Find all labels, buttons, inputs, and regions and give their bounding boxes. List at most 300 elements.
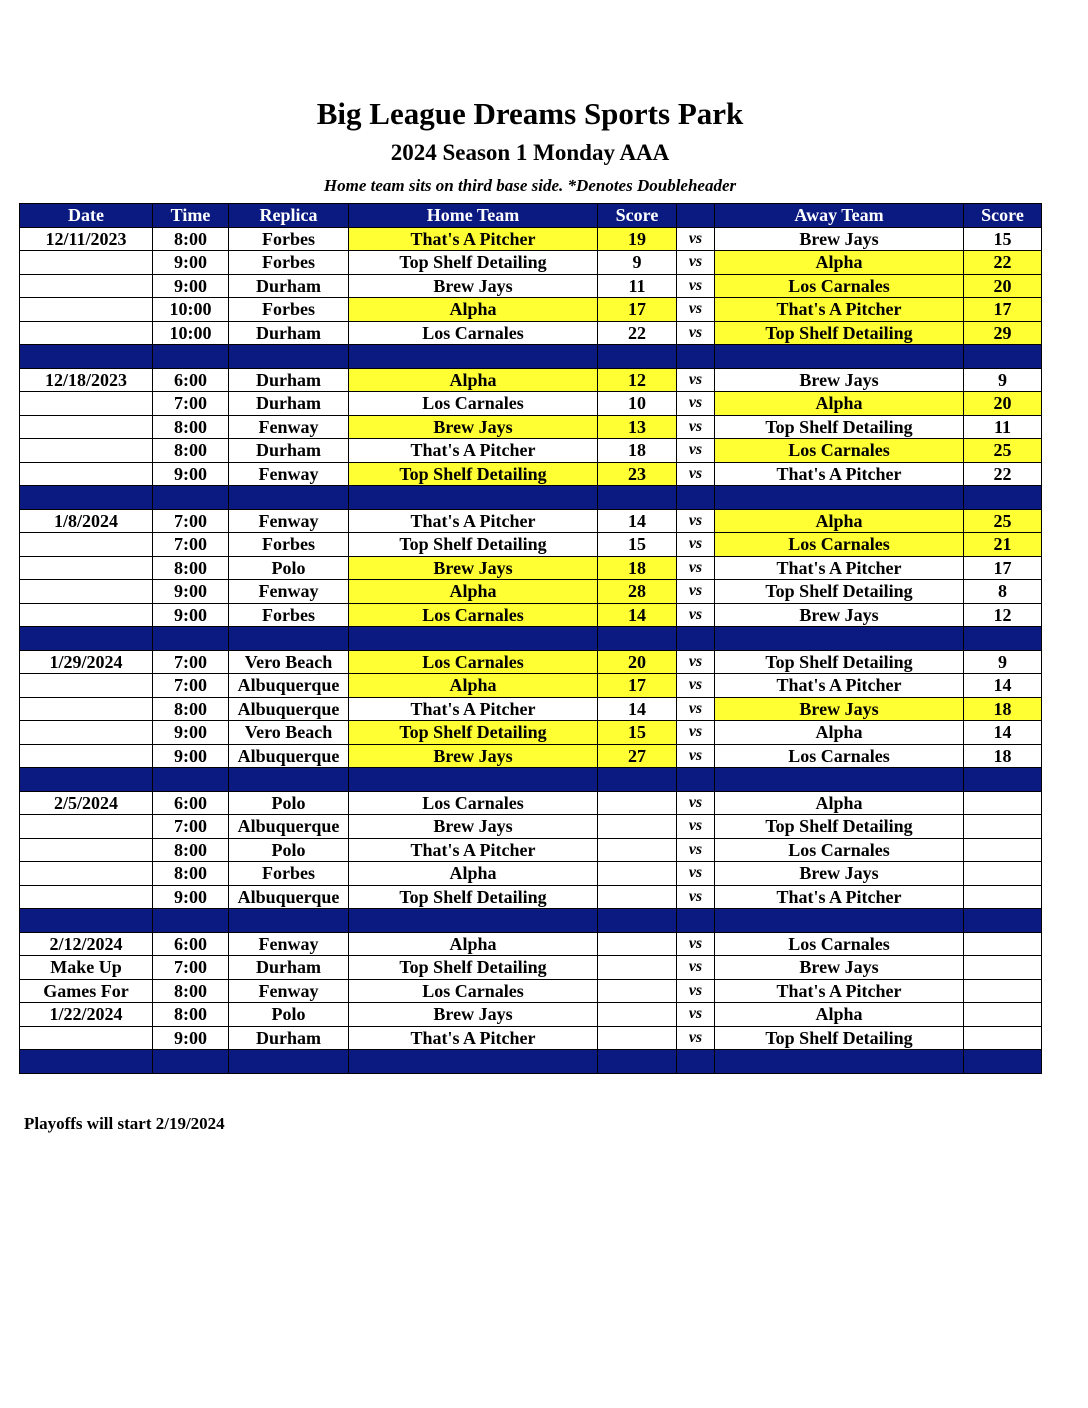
- separator-cell: [229, 486, 349, 510]
- game-row: [20, 1026, 1042, 1050]
- vs-label: vs: [677, 603, 715, 627]
- separator-cell: [598, 768, 677, 792]
- away-team-cell: Top Shelf Detailing: [715, 580, 964, 604]
- home-score-cell: 18: [598, 556, 677, 580]
- home-team-cell: Top Shelf Detailing: [349, 533, 598, 557]
- home-team-cell: Top Shelf Detailing: [349, 462, 598, 486]
- separator-cell: [964, 627, 1042, 651]
- away-score-cell: [964, 956, 1042, 980]
- home-score-cell: 14: [598, 603, 677, 627]
- away-team-cell: Los Carnales: [715, 533, 964, 557]
- game-row: [20, 885, 1042, 909]
- separator-cell: [964, 909, 1042, 933]
- away-team-cell: Los Carnales: [715, 838, 964, 862]
- away-team-cell: That's A Pitcher: [715, 674, 964, 698]
- separator-cell: [153, 345, 229, 369]
- separator-cell: [677, 1050, 715, 1074]
- away-score-cell: [964, 791, 1042, 815]
- away-team-cell: Brew Jays: [715, 227, 964, 251]
- time-cell: 7:00: [153, 650, 229, 674]
- replica-field-cell: Fenway: [229, 415, 349, 439]
- time-cell: 9:00: [153, 462, 229, 486]
- home-team-cell: Los Carnales: [349, 321, 598, 345]
- away-score-cell: 12: [964, 603, 1042, 627]
- date-cell: 2/12/2024: [20, 932, 153, 956]
- separator-cell: [153, 768, 229, 792]
- separator-cell: [349, 486, 598, 510]
- date-cell: [20, 744, 153, 768]
- replica-field-cell: Polo: [229, 556, 349, 580]
- game-row: [20, 838, 1042, 862]
- away-team-cell: That's A Pitcher: [715, 979, 964, 1003]
- time-cell: 9:00: [153, 1026, 229, 1050]
- date-cell: [20, 815, 153, 839]
- away-team-cell: Top Shelf Detailing: [715, 1026, 964, 1050]
- home-score-cell: 19: [598, 227, 677, 251]
- vs-label: vs: [677, 415, 715, 439]
- away-score-cell: 17: [964, 556, 1042, 580]
- replica-field-cell: Fenway: [229, 462, 349, 486]
- replica-field-cell: Vero Beach: [229, 721, 349, 745]
- home-team-cell: That's A Pitcher: [349, 697, 598, 721]
- date-cell: 1/29/2024: [20, 650, 153, 674]
- home-score-cell: [598, 979, 677, 1003]
- separator-cell: [598, 627, 677, 651]
- home-team-cell: Alpha: [349, 862, 598, 886]
- separator-cell: [153, 909, 229, 933]
- home-score-cell: 17: [598, 674, 677, 698]
- home-team-cell: Top Shelf Detailing: [349, 885, 598, 909]
- away-team-cell: Los Carnales: [715, 439, 964, 463]
- replica-field-cell: Durham: [229, 1026, 349, 1050]
- game-row: [20, 674, 1042, 698]
- col-header-date: Date: [20, 204, 153, 228]
- vs-label: vs: [677, 321, 715, 345]
- separator-cell: [715, 627, 964, 651]
- away-score-cell: 15: [964, 227, 1042, 251]
- replica-field-cell: Durham: [229, 368, 349, 392]
- away-score-cell: 8: [964, 580, 1042, 604]
- home-score-cell: 22: [598, 321, 677, 345]
- separator-cell: [20, 909, 153, 933]
- separator-cell: [715, 909, 964, 933]
- season-subtitle: 2024 Season 1 Monday AAA: [390, 140, 670, 165]
- game-row: [20, 368, 1042, 392]
- home-team-cell: That's A Pitcher: [349, 439, 598, 463]
- separator-cell: [20, 768, 153, 792]
- separator-cell: [20, 627, 153, 651]
- vs-label: vs: [677, 979, 715, 1003]
- date-cell: 12/18/2023: [20, 368, 153, 392]
- replica-field-cell: Durham: [229, 321, 349, 345]
- replica-field-cell: Polo: [229, 1003, 349, 1027]
- home-score-cell: [598, 862, 677, 886]
- col-header-away-team: Away Team: [715, 204, 964, 228]
- schedule-body: [20, 227, 1042, 1073]
- separator-cell: [677, 486, 715, 510]
- home-team-cell: Brew Jays: [349, 815, 598, 839]
- separator-cell: [229, 627, 349, 651]
- separator-cell: [153, 486, 229, 510]
- home-team-cell: Alpha: [349, 298, 598, 322]
- vs-label: vs: [677, 368, 715, 392]
- home-team-cell: That's A Pitcher: [349, 838, 598, 862]
- vs-label: vs: [677, 1003, 715, 1027]
- replica-field-cell: Polo: [229, 838, 349, 862]
- home-score-cell: 27: [598, 744, 677, 768]
- replica-field-cell: Fenway: [229, 509, 349, 533]
- away-score-cell: 9: [964, 650, 1042, 674]
- week-separator-row: [20, 1050, 1042, 1074]
- home-score-cell: [598, 791, 677, 815]
- date-cell: 12/11/2023: [20, 227, 153, 251]
- home-team-cell: Alpha: [349, 368, 598, 392]
- away-team-cell: Brew Jays: [715, 368, 964, 392]
- separator-cell: [229, 345, 349, 369]
- separator-cell: [20, 1050, 153, 1074]
- away-score-cell: 11: [964, 415, 1042, 439]
- replica-field-cell: Forbes: [229, 533, 349, 557]
- col-header-time: Time: [153, 204, 229, 228]
- replica-field-cell: Albuquerque: [229, 885, 349, 909]
- replica-field-cell: Albuquerque: [229, 674, 349, 698]
- replica-field-cell: Durham: [229, 392, 349, 416]
- vs-label: vs: [677, 885, 715, 909]
- away-team-cell: Alpha: [715, 509, 964, 533]
- time-cell: 7:00: [153, 815, 229, 839]
- home-score-cell: 18: [598, 439, 677, 463]
- game-row: [20, 298, 1042, 322]
- away-score-cell: [964, 979, 1042, 1003]
- date-cell: [20, 674, 153, 698]
- home-score-cell: [598, 815, 677, 839]
- game-row: [20, 227, 1042, 251]
- away-score-cell: 18: [964, 697, 1042, 721]
- home-team-note: Home team sits on third base side. *Denotes Doubleheader: [323, 176, 737, 195]
- separator-cell: [349, 1050, 598, 1074]
- time-cell: 8:00: [153, 697, 229, 721]
- separator-cell: [964, 1050, 1042, 1074]
- home-team-cell: Alpha: [349, 932, 598, 956]
- page-title: Big League Dreams Sports Park: [316, 96, 744, 131]
- replica-field-cell: Forbes: [229, 227, 349, 251]
- home-score-cell: [598, 838, 677, 862]
- time-cell: 7:00: [153, 509, 229, 533]
- away-team-cell: Top Shelf Detailing: [715, 650, 964, 674]
- playoffs-note: Playoffs will start 2/19/2024: [24, 1114, 225, 1133]
- separator-cell: [229, 909, 349, 933]
- replica-field-cell: Forbes: [229, 862, 349, 886]
- header-row: [20, 204, 1042, 228]
- vs-label: vs: [677, 580, 715, 604]
- date-cell: [20, 251, 153, 275]
- away-score-cell: 25: [964, 439, 1042, 463]
- away-team-cell: Top Shelf Detailing: [715, 415, 964, 439]
- away-team-cell: That's A Pitcher: [715, 298, 964, 322]
- home-score-cell: 12: [598, 368, 677, 392]
- away-score-cell: 20: [964, 274, 1042, 298]
- date-cell: [20, 392, 153, 416]
- away-score-cell: 17: [964, 298, 1042, 322]
- home-score-cell: 11: [598, 274, 677, 298]
- date-cell: Make Up: [20, 956, 153, 980]
- away-team-cell: Los Carnales: [715, 274, 964, 298]
- away-score-cell: 18: [964, 744, 1042, 768]
- home-score-cell: [598, 956, 677, 980]
- date-cell: Games For: [20, 979, 153, 1003]
- home-team-cell: Alpha: [349, 674, 598, 698]
- home-score-cell: 23: [598, 462, 677, 486]
- replica-field-cell: Albuquerque: [229, 697, 349, 721]
- away-score-cell: [964, 838, 1042, 862]
- vs-label: vs: [677, 791, 715, 815]
- away-team-cell: Alpha: [715, 251, 964, 275]
- replica-field-cell: Durham: [229, 274, 349, 298]
- schedule-table: [19, 203, 1042, 1074]
- game-row: [20, 415, 1042, 439]
- away-team-cell: Top Shelf Detailing: [715, 321, 964, 345]
- time-cell: 9:00: [153, 744, 229, 768]
- col-header-vs: [677, 204, 715, 228]
- home-team-cell: Top Shelf Detailing: [349, 251, 598, 275]
- game-row: [20, 979, 1042, 1003]
- time-cell: 7:00: [153, 956, 229, 980]
- date-cell: 1/22/2024: [20, 1003, 153, 1027]
- away-team-cell: Alpha: [715, 392, 964, 416]
- home-team-cell: Top Shelf Detailing: [349, 721, 598, 745]
- away-team-cell: Alpha: [715, 721, 964, 745]
- separator-cell: [20, 345, 153, 369]
- time-cell: 9:00: [153, 580, 229, 604]
- time-cell: 8:00: [153, 1003, 229, 1027]
- time-cell: 7:00: [153, 533, 229, 557]
- replica-field-cell: Fenway: [229, 932, 349, 956]
- date-cell: [20, 862, 153, 886]
- game-row: [20, 956, 1042, 980]
- replica-field-cell: Polo: [229, 791, 349, 815]
- time-cell: 8:00: [153, 979, 229, 1003]
- game-row: [20, 697, 1042, 721]
- date-cell: [20, 885, 153, 909]
- game-row: [20, 274, 1042, 298]
- vs-label: vs: [677, 298, 715, 322]
- col-header-replica: Replica: [229, 204, 349, 228]
- replica-field-cell: Forbes: [229, 603, 349, 627]
- home-team-cell: Los Carnales: [349, 650, 598, 674]
- time-cell: 9:00: [153, 603, 229, 627]
- game-row: [20, 509, 1042, 533]
- vs-label: vs: [677, 439, 715, 463]
- separator-cell: [598, 1050, 677, 1074]
- away-score-cell: [964, 1026, 1042, 1050]
- away-team-cell: Brew Jays: [715, 862, 964, 886]
- date-cell: [20, 415, 153, 439]
- time-cell: 6:00: [153, 791, 229, 815]
- time-cell: 9:00: [153, 721, 229, 745]
- vs-label: vs: [677, 862, 715, 886]
- date-cell: [20, 721, 153, 745]
- game-row: [20, 580, 1042, 604]
- home-score-cell: 17: [598, 298, 677, 322]
- away-score-cell: 14: [964, 721, 1042, 745]
- home-team-cell: Top Shelf Detailing: [349, 956, 598, 980]
- date-cell: 2/5/2024: [20, 791, 153, 815]
- game-row: [20, 932, 1042, 956]
- date-cell: [20, 533, 153, 557]
- col-header-home-team: Home Team: [349, 204, 598, 228]
- separator-cell: [964, 486, 1042, 510]
- time-cell: 6:00: [153, 368, 229, 392]
- game-row: [20, 603, 1042, 627]
- week-separator-row: [20, 909, 1042, 933]
- home-team-cell: Los Carnales: [349, 979, 598, 1003]
- home-team-cell: Alpha: [349, 580, 598, 604]
- separator-cell: [598, 345, 677, 369]
- home-team-cell: Brew Jays: [349, 556, 598, 580]
- game-row: [20, 251, 1042, 275]
- col-header-away-score: Score: [964, 204, 1042, 228]
- away-score-cell: 9: [964, 368, 1042, 392]
- away-team-cell: Brew Jays: [715, 697, 964, 721]
- away-team-cell: Top Shelf Detailing: [715, 815, 964, 839]
- vs-label: vs: [677, 744, 715, 768]
- date-cell: [20, 462, 153, 486]
- away-score-cell: 21: [964, 533, 1042, 557]
- home-score-cell: 10: [598, 392, 677, 416]
- home-score-cell: [598, 932, 677, 956]
- home-score-cell: 13: [598, 415, 677, 439]
- away-score-cell: 14: [964, 674, 1042, 698]
- replica-field-cell: Vero Beach: [229, 650, 349, 674]
- vs-label: vs: [677, 462, 715, 486]
- away-team-cell: Brew Jays: [715, 603, 964, 627]
- home-team-cell: That's A Pitcher: [349, 1026, 598, 1050]
- vs-label: vs: [677, 697, 715, 721]
- vs-label: vs: [677, 650, 715, 674]
- separator-cell: [229, 768, 349, 792]
- time-cell: 10:00: [153, 321, 229, 345]
- time-cell: 8:00: [153, 415, 229, 439]
- home-score-cell: 14: [598, 509, 677, 533]
- game-row: [20, 321, 1042, 345]
- date-cell: [20, 439, 153, 463]
- time-cell: 7:00: [153, 674, 229, 698]
- game-row: [20, 1003, 1042, 1027]
- away-team-cell: That's A Pitcher: [715, 885, 964, 909]
- time-cell: 9:00: [153, 885, 229, 909]
- game-row: [20, 815, 1042, 839]
- separator-cell: [677, 768, 715, 792]
- home-score-cell: 14: [598, 697, 677, 721]
- vs-label: vs: [677, 721, 715, 745]
- away-team-cell: Alpha: [715, 791, 964, 815]
- home-score-cell: [598, 885, 677, 909]
- vs-label: vs: [677, 674, 715, 698]
- date-cell: [20, 321, 153, 345]
- time-cell: 9:00: [153, 251, 229, 275]
- vs-label: vs: [677, 1026, 715, 1050]
- away-score-cell: [964, 815, 1042, 839]
- separator-cell: [153, 1050, 229, 1074]
- vs-label: vs: [677, 274, 715, 298]
- home-score-cell: 15: [598, 721, 677, 745]
- date-cell: [20, 603, 153, 627]
- home-score-cell: 9: [598, 251, 677, 275]
- home-score-cell: 15: [598, 533, 677, 557]
- replica-field-cell: Albuquerque: [229, 744, 349, 768]
- date-cell: [20, 838, 153, 862]
- time-cell: 7:00: [153, 392, 229, 416]
- separator-cell: [349, 627, 598, 651]
- game-row: [20, 556, 1042, 580]
- vs-label: vs: [677, 838, 715, 862]
- vs-label: vs: [677, 392, 715, 416]
- vs-label: vs: [677, 227, 715, 251]
- replica-field-cell: Forbes: [229, 251, 349, 275]
- away-score-cell: [964, 885, 1042, 909]
- game-row: [20, 650, 1042, 674]
- separator-cell: [20, 486, 153, 510]
- away-score-cell: 25: [964, 509, 1042, 533]
- away-team-cell: That's A Pitcher: [715, 462, 964, 486]
- separator-cell: [715, 345, 964, 369]
- game-row: [20, 791, 1042, 815]
- time-cell: 8:00: [153, 862, 229, 886]
- replica-field-cell: Albuquerque: [229, 815, 349, 839]
- home-score-cell: 20: [598, 650, 677, 674]
- separator-cell: [349, 909, 598, 933]
- home-team-cell: Los Carnales: [349, 603, 598, 627]
- separator-cell: [964, 345, 1042, 369]
- replica-field-cell: Forbes: [229, 298, 349, 322]
- home-team-cell: Los Carnales: [349, 791, 598, 815]
- separator-cell: [349, 345, 598, 369]
- replica-field-cell: Durham: [229, 439, 349, 463]
- separator-cell: [715, 768, 964, 792]
- home-team-cell: That's A Pitcher: [349, 227, 598, 251]
- time-cell: 8:00: [153, 439, 229, 463]
- vs-label: vs: [677, 956, 715, 980]
- time-cell: 8:00: [153, 227, 229, 251]
- home-team-cell: Los Carnales: [349, 392, 598, 416]
- away-score-cell: [964, 862, 1042, 886]
- home-team-cell: Brew Jays: [349, 1003, 598, 1027]
- vs-label: vs: [677, 533, 715, 557]
- date-cell: 1/8/2024: [20, 509, 153, 533]
- home-team-cell: Brew Jays: [349, 415, 598, 439]
- vs-label: vs: [677, 556, 715, 580]
- separator-cell: [153, 627, 229, 651]
- date-cell: [20, 1026, 153, 1050]
- away-score-cell: 20: [964, 392, 1042, 416]
- week-separator-row: [20, 486, 1042, 510]
- week-separator-row: [20, 768, 1042, 792]
- game-row: [20, 392, 1042, 416]
- home-team-cell: Brew Jays: [349, 274, 598, 298]
- vs-label: vs: [677, 932, 715, 956]
- week-separator-row: [20, 627, 1042, 651]
- separator-cell: [715, 1050, 964, 1074]
- game-row: [20, 533, 1042, 557]
- date-cell: [20, 298, 153, 322]
- date-cell: [20, 697, 153, 721]
- separator-cell: [677, 627, 715, 651]
- replica-field-cell: Durham: [229, 956, 349, 980]
- separator-cell: [964, 768, 1042, 792]
- separator-cell: [677, 909, 715, 933]
- time-cell: 8:00: [153, 556, 229, 580]
- date-cell: [20, 556, 153, 580]
